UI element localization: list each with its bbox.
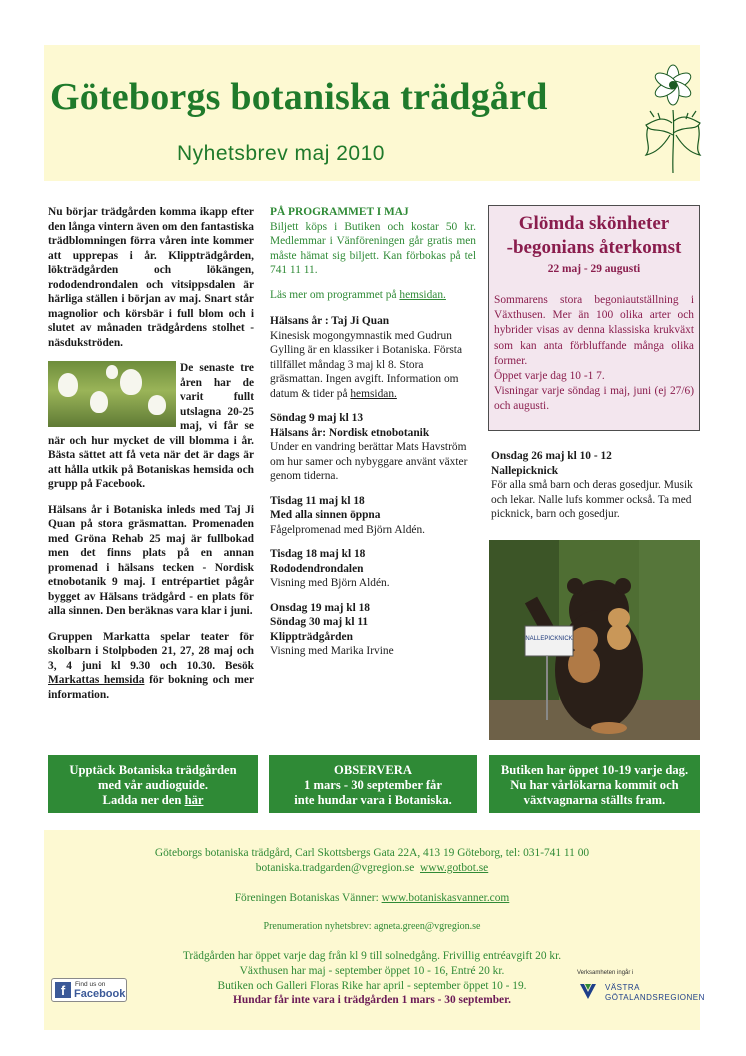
vg-note: Verksamheten ingår i bbox=[577, 970, 634, 976]
vgr-logo-line-1: VÄSTRA bbox=[605, 983, 641, 992]
audioguide-download bbox=[48, 793, 258, 808]
footer-friends-link[interactable]: www.botaniskasvanner.com bbox=[381, 892, 510, 904]
column-program bbox=[270, 205, 476, 669]
anemone-flower-illustration bbox=[642, 55, 704, 173]
theater-paragraph bbox=[48, 630, 254, 703]
read-more bbox=[270, 288, 476, 303]
event-text: Fågelpromenad med Björn Aldén. bbox=[270, 523, 426, 536]
theater-text: Gruppen Markatta spelar teater för skolbarn i Stolpboden 21, 27, 28 maj och 3, 4 juni kl 9.30 och 10.30. Besök bbox=[48, 630, 254, 672]
column-teddy-picnic bbox=[491, 449, 700, 522]
event-text: Under en vandring berättar Mats Havström om hur samer och nybyggare använt växter genom tiderna. bbox=[270, 441, 468, 482]
teddy-picnic-photo bbox=[489, 540, 700, 740]
event-date: Tisdag 11 maj kl 18 bbox=[270, 494, 365, 507]
shop-info-box bbox=[489, 755, 700, 813]
shop-info-line: Nu har vårlökarna kommit och bbox=[510, 778, 679, 792]
footer-friends-label: Föreningen Botaniskas Vänner: bbox=[234, 892, 379, 904]
read-more-text: Läs mer om programmet på bbox=[270, 288, 397, 301]
markatta-link[interactable]: Markattas hemsida bbox=[48, 674, 145, 686]
dog-notice-line: inte hundar vara i Botaniska. bbox=[294, 793, 452, 807]
program-heading: PÅ PROGRAMMET I MAJ bbox=[270, 206, 409, 218]
begonia-title-line-1: Glömda skönheter bbox=[518, 213, 670, 234]
footer-contact bbox=[44, 861, 700, 875]
dog-notice-box bbox=[269, 755, 477, 813]
vgr-logo-line-2: GÖTALANDSREGIONEN bbox=[605, 993, 705, 1002]
event-heading: Hälsans år : Taj Ji Quan bbox=[270, 315, 390, 327]
footer-website-link[interactable]: www.gotbot.se bbox=[420, 862, 489, 874]
begonia-body bbox=[494, 293, 694, 415]
event-heading: Nallepicknick bbox=[491, 464, 559, 477]
dove-tree-photo bbox=[48, 361, 176, 427]
audioguide-box bbox=[48, 755, 258, 813]
event-text: Visning med Marika Irvine bbox=[270, 645, 394, 657]
begonia-title bbox=[488, 212, 700, 260]
program-intro bbox=[270, 205, 476, 278]
begonia-opening-hours: Öppet varje dag 10 -1 7. bbox=[494, 370, 605, 383]
footer-hours-garden: Trädgården har öppet varje dag från kl 9 till solnedgång. Frivillig entréavgift 20 kr. bbox=[182, 950, 562, 962]
event-rock-garden bbox=[270, 601, 476, 659]
facebook-small-text: Find us on bbox=[75, 981, 106, 988]
footer-subscription: Prenumeration nyhetsbrev: agneta.green@vgregion.se bbox=[263, 921, 481, 932]
dove-tree-paragraph: De senaste tre åren har de varit fullt utslagna 20-25 maj, vi får se när och hur mycket de vill blomma i år. Bästa sättet att få veta när det är dags är att hålla utkik på Botaniskas hemsida och grupp på Facebook. bbox=[48, 362, 254, 490]
footer-hours-shop: Butiken och Galleri Floras Rike har april - september öppet 10 - 19. bbox=[217, 980, 527, 992]
audioguide-download-text: Ladda ner den bbox=[102, 793, 182, 807]
audioguide-line: Upptäck Botaniska trädgården bbox=[69, 763, 237, 777]
picnic-sign-text: NALLEPICKNICK bbox=[525, 636, 573, 642]
event-date: Onsdag 26 maj kl 10 - 12 bbox=[491, 450, 612, 462]
footer-dogs-notice: Hundar får inte vara i trädgården 1 mars - 30 september. bbox=[233, 994, 511, 1006]
footer-email[interactable]: botaniska.tradgarden@vgregion.se bbox=[255, 862, 415, 874]
event-date: Onsdag 19 maj kl 18 bbox=[270, 601, 371, 614]
event-text: Visning med Björn Aldén. bbox=[270, 577, 390, 589]
page-subtitle: Nyhetsbrev maj 2010 bbox=[177, 142, 385, 165]
begonia-title-line-2: -begonians återkomst bbox=[506, 237, 682, 258]
column-intro bbox=[48, 205, 254, 713]
begonia-dates: 22 maj - 29 augusti bbox=[547, 263, 641, 275]
event-text: Kinesisk mogongymnastik med Gudrun Gylling är en klassiker i Botaniska. Första tillfället måndag 3 maj kl 8. Stora gräsmattan. Ingen avgift. Information om datum & tider på bbox=[270, 329, 463, 400]
event-text: För alla små barn och deras gosedjur. Musik och lekar. Nalle lufs kommer också. Ta med picknick, barn och gosedjur. bbox=[491, 479, 693, 520]
event-date: Söndag 9 maj kl 13 bbox=[270, 412, 364, 424]
event-rhododendron bbox=[270, 547, 476, 591]
event-heading: Rododendrondalen bbox=[270, 562, 364, 575]
begonia-description: Sommarens stora begoniautställning i Växthusen. Mer än 100 olika arter och hybrider visas av denna klassiska krukväxt som kan anta förbluffande många olika former. bbox=[494, 294, 694, 367]
event-bird-walk bbox=[270, 494, 476, 538]
footer-friends bbox=[44, 891, 700, 905]
dog-notice-line: 1 mars - 30 september får bbox=[304, 778, 442, 792]
facebook-icon: f bbox=[55, 982, 71, 998]
event-heading: Klippträdgården bbox=[270, 630, 353, 643]
audioguide-line: med vår audioguide. bbox=[98, 778, 208, 792]
shop-info-line: växtvagnarna ställts fram. bbox=[523, 793, 666, 807]
dove-tree-section bbox=[48, 361, 254, 492]
facebook-big-text: Facebook bbox=[74, 988, 126, 1000]
event-taj-ji-quan bbox=[270, 314, 476, 401]
footer-hours-greenhouse: Växthusen har maj - september öppet 10 - 16, Entré 20 kr. bbox=[239, 965, 505, 977]
page-title: Göteborgs botaniska trädgård bbox=[50, 76, 548, 118]
event-heading: Med alla sinnen öppna bbox=[270, 509, 381, 521]
dog-notice-heading: OBSERVERA bbox=[334, 763, 412, 777]
vgr-logo-icon bbox=[578, 981, 598, 1001]
intro-paragraph: Nu börjar trädgården komma ikapp efter den långa vintern även om den fantastiska trädblomningen förra våren inte kommer att upprepas i år. Klippträdgården, lökträdgården och lökängen, rododendrondalen och vitsippsdalen är härliga ställen i början av maj. Snart står magnolior och körsbär i full blom och i slutet av månaden trädgårdens stolhet - näsdukströden. bbox=[48, 206, 254, 349]
begonia-showings: Visningar varje söndag i maj, juni (ej 27/6) och augusti. bbox=[494, 385, 694, 413]
shop-info-line: Butiken har öppet 10-19 varje dag. bbox=[500, 763, 689, 777]
program-homepage-link[interactable]: hemsidan. bbox=[399, 288, 446, 301]
footer-address: Göteborgs botaniska trädgård, Carl Skottsbergs Gata 22A, 413 19 Göteborg, tel: 031-741 11 00 bbox=[154, 847, 590, 859]
program-text: Biljett köps i Butiken och kostar 50 kr. Medlemmar i Vänföreningen går gratis men måste hämat sig biljett. Kan förbokas på tel 741 11 11. bbox=[270, 220, 476, 276]
event-heading: Hälsans år: Nordisk etnobotanik bbox=[270, 426, 430, 439]
health-paragraph: Hälsans år i Botaniska inleds med Taj Ji Quan på stora gräsmattan. Promenaden med Gröna Rehab 25 maj är fullbokad men det finns plats på en annan promenad i hälsans tecken - Nordisk etnobotanik 9 maj. I entrépartiet pågår bygget av Hälsans trädgård - en plats för alla sinnen. Den beräknas vara klar i juni. bbox=[48, 503, 254, 617]
taj-ji-quan-homepage-link[interactable]: hemsidan. bbox=[350, 387, 397, 400]
event-date: Tisdag 18 maj kl 18 bbox=[270, 548, 366, 560]
audioguide-download-link[interactable]: här bbox=[184, 793, 204, 807]
event-date-2: Söndag 30 maj kl 11 bbox=[270, 616, 369, 628]
theater-text-end: för bokning och mer information. bbox=[48, 674, 254, 701]
event-etnobotanik bbox=[270, 411, 476, 484]
